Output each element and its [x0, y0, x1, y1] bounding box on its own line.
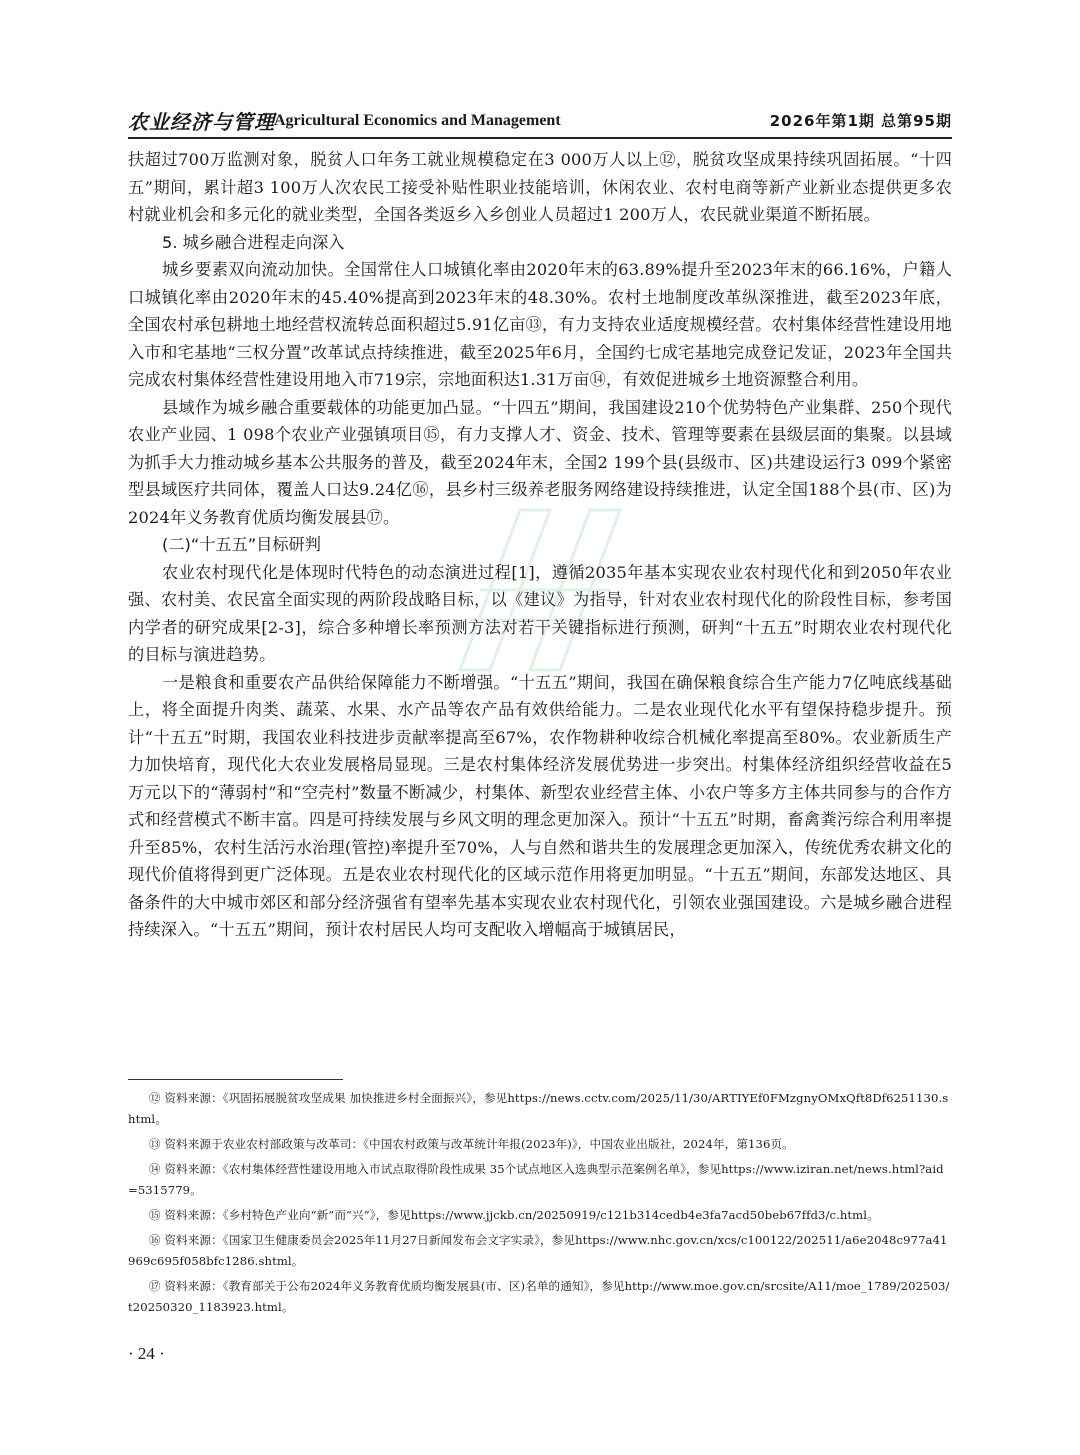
- footnote: ⑮ 资料来源：《乡村特色产业向“新”而“兴”》，参见https://www.jjckb.cn/20250919/c121b314cedb4e3fa7acd50beb67ffd3/c.html。: [148, 1208, 879, 1222]
- paragraph: 一是粮食和重要农产品供给保障能力不断增强。“十五五”期间，我国在确保粮食综合生产能力7亿吨底线基础上，将全面提升肉类、蔬菜、水果、水产品等农产品有效供给能力。二是农业现代化水平有望保持稳步提升。预计“十五五”时期，我国农业科技进步贡献率提高至67%，农作物耕种收综合机械化率提高至80%。农业新质生产力加快培育，现代化大农业发展格局显现。三是农村集体经济发展优势进一步突出。村集体经济组织经营收益在5万元以下的“薄弱村”和“空壳村”数量不断减少，村集体、新型农业经营主体、小农户等多方主体共同参与的合作方式和经营模式不断丰富。四是可持续发展与乡风文明的理念更加深入。预计“十五五”时期，畜禽粪污综合利用率提升至85%，农村生活污水治理(管控)率提升至70%，人与自然和谐共生的发展理念更加深入，传统优秀农耕文化的现代价值将得到更广泛体现。五是农业农村现代化的区域示范作用将更加明显。“十五五”期间，东部发达地区、具备条件的大中城市郊区和部分经济强省有望率先基本实现农业农村现代化，引领农业强国建设。六是城乡融合进程持续深入。“十五五”期间，预计农村居民人均可支配收入增幅高于城镇居民，: [128, 672, 952, 939]
- footnote: ⑫ 资料来源：《巩固拓展脱贫攻坚成果 加快推进乡村全面振兴》，参见https://news.cctv.com/2025/11/30/ARTIYEf0FMzgnyOMxQft8Df6251130.shtml。: [128, 1091, 949, 1126]
- footnote: ⑭ 资料来源：《农村集体经营性建设用地入市试点取得阶段性成果 35个试点地区入选典型示范案例名单》，参见https://www.iziran.net/news.html?aid=5315779。: [128, 1162, 944, 1197]
- paragraph: 县域作为城乡融合重要载体的功能更加凸显。“十四五”期间，我国建设210个优势特色产业集群、250个现代农业产业园、1 098个农业产业强镇项目⑮，有力支撑人才、资金、技术、管理等要素在县级层面的集聚。以县域为抓手大力推动城乡基本公共服务的普及，截至2024年末，全国2 199个县(县级市、区)共建设运行3 099个紧密型县域医疗共同体，覆盖人口达9.24亿⑯，县乡村三级养老服务网络建设持续推进，认定全国188个县(市、区)为2024年义务教育优质均衡发展县⑰。: [128, 397, 952, 527]
- footnote: ⑯ 资料来源：《国家卫生健康委员会2025年11月27日新闻发布会文字实录》，参见https://www.nhc.gov.cn/xcs/c100122/202511/a6e2048c977a41969c695f058bfc1286.shtml。: [128, 1233, 948, 1268]
- footnote: ⑰ 资料来源：《教育部关于公布2024年义务教育优质均衡发展县(市、区)名单的通知》，参见http://www.moe.gov.cn/srcsite/A11/moe_1789/202503/t20250320_1183923.html。: [128, 1279, 950, 1314]
- section-heading: (二)“十五五”目标研判: [162, 535, 321, 554]
- journal-title-cn: 农业经济与管理: [128, 110, 275, 134]
- paragraph: 扶超过700万监测对象，脱贫人口年务工就业规模稳定在3 000万人以上⑫，脱贫攻坚成果持续巩固拓展。“十四五”期间，累计超3 100万人次农民工接受补贴性职业技能培训，休闲农业、农村电商等新产业新业态提供更多农村就业机会和多元化的就业类型，全国各类返乡入乡创业人员超过1 200万人，农民就业渠道不断拓展。: [128, 150, 952, 224]
- footnote-rule: [128, 1079, 343, 1080]
- paragraph: 城乡要素双向流动加快。全国常住人口城镇化率由2020年末的63.89%提升至2023年末的66.16%，户籍人口城镇化率由2020年末的45.40%提高到2023年末的48.30%。农村土地制度改革纵深推进，截至2023年底，全国农村承包耕地土地经营权流转总面积超过5.91亿亩⑬，有力支持农业适度规模经营。农村集体经营性建设用地入市和宅基地“三权分置”改革试点持续推进，截至2025年6月，全国约七成宅基地完成登记发证，2023年全国共完成农村集体经营性建设用地入市719宗，宗地面积达1.31万亩⑭，有效促进城乡土地资源整合利用。: [128, 260, 952, 389]
- paragraph: 农业农村现代化是体现时代特色的动态演进过程[1]，遵循2035年基本实现农业农村现代化和到2050年农业强、农村美、农民富全面实现的两阶段战略目标，以《建议》为指导，针对农业农村现代化的阶段性目标，参考国内学者的研究成果[2-3]，综合多种增长率预测方法对若干关键指标进行预测，研判“十五五”时期农业农村现代化的目标与演进趋势。: [128, 562, 952, 664]
- journal-title-en: Agricultural Economics and Management: [274, 112, 561, 129]
- header-rule: [128, 137, 952, 139]
- running-header: [128, 106, 952, 136]
- footnotes: [128, 1088, 952, 1322]
- body-text: [128, 146, 952, 944]
- issue-info: 2026年第1期 总第95期: [769, 112, 952, 130]
- footnote: ⑬ 资料来源于农业农村部政策与改革司：《中国农村政策与改革统计年报(2023年)》，中国农业出版社，2024年，第136页。: [148, 1137, 794, 1151]
- page-number: · 24 ·: [128, 1344, 165, 1363]
- section-heading: 5. 城乡融合进程走向深入: [162, 232, 345, 252]
